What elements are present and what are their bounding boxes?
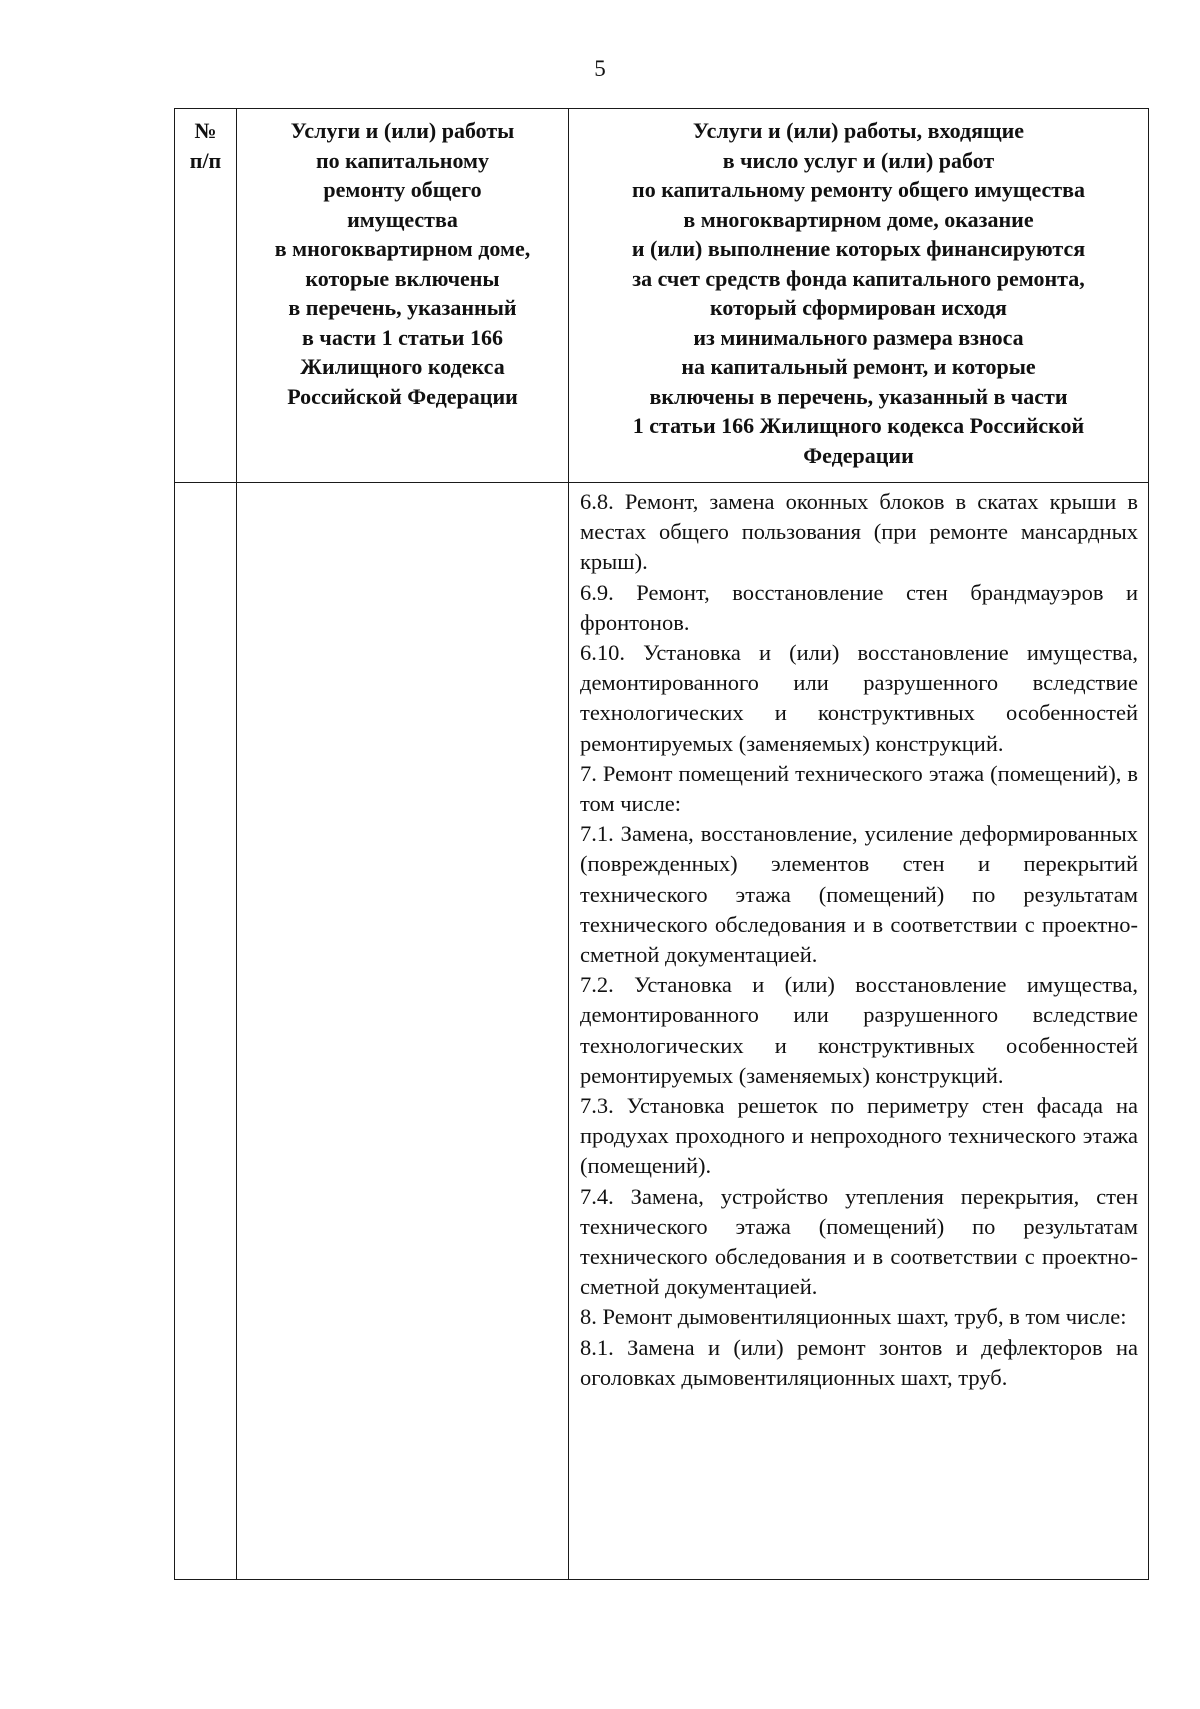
- page-number: 5: [594, 56, 606, 81]
- table-header-row: [175, 109, 1149, 483]
- header-included-works: [569, 109, 1149, 483]
- header-number-label: № п/п: [189, 118, 222, 173]
- cell-service: [237, 483, 569, 1580]
- header-services: [237, 109, 569, 483]
- list-item: 7.2. Установка и (или) восстановление имущества, демонтированного или разрушенного вследствие технологических и конструктивных особенностей ремонтируемых (заменяемых) конструкций.: [580, 972, 1138, 1088]
- cell-included-works: [569, 483, 1149, 1580]
- list-item: 8. Ремонт дымовентиляционных шахт, труб, в том числе:: [580, 1304, 1127, 1330]
- list-item: 6.8. Ремонт, замена оконных блоков в скатах крыши в местах общего пользования (при ремонте мансардных крыш).: [580, 489, 1138, 575]
- list-item: 6.9. Ремонт, восстановление стен брандмауэров и фронтонов.: [580, 579, 1138, 635]
- list-item: 7.1. Замена, восстановление, усиление деформированных (поврежденных) элементов стен и перекрытий технического этажа (помещений) по результатам технического обследования и в соответствии с проектно-сметной документацией.: [580, 821, 1138, 968]
- header-services-label: Услуги и (или) работы по капитальному ремонту общего имущества в многоквартирном доме, которые включены в перечень, указанный в части 1 статьи 166 Жилищного кодекса Российской Федерации: [274, 118, 531, 409]
- header-number: [175, 109, 237, 483]
- cell-number: [175, 483, 237, 1580]
- services-table: [174, 108, 1149, 1580]
- list-item: 8.1. Замена и (или) ремонт зонтов и дефлекторов на оголовках дымовентиляционных шахт, труб.: [580, 1334, 1138, 1390]
- list-item: 6.10. Установка и (или) восстановление имущества, демонтированного или разрушенного вследствие технологических и конструктивных особенностей ремонтируемых (заменяемых) конструкций.: [580, 640, 1138, 756]
- header-included-works-label: Услуги и (или) работы, входящие в число услуг и (или) работ по капитальному ремонту общего имущества в многоквартирном доме, оказание и (или) выполнение которых финансируются за счет средств фонда капитального ремонта, который сформирован исходя из минимального размера взноса на капитальный ремонт, и которые включены в перечень, указанный в части 1 статьи 166 Жилищного кодекса Российской Федерации: [631, 118, 1086, 468]
- list-item: 7.3. Установка решеток по периметру стен фасада на продухах проходного и непроходного технического этажа (помещений).: [580, 1093, 1138, 1179]
- list-item: 7. Ремонт помещений технического этажа (помещений), в том числе:: [580, 760, 1138, 817]
- table-row: [175, 483, 1149, 1580]
- list-item: 7.4. Замена, устройство утепления перекрытия, стен технического этажа (помещений) по результатам технического обследования и в соответствии с проектно-сметной документацией.: [580, 1183, 1138, 1300]
